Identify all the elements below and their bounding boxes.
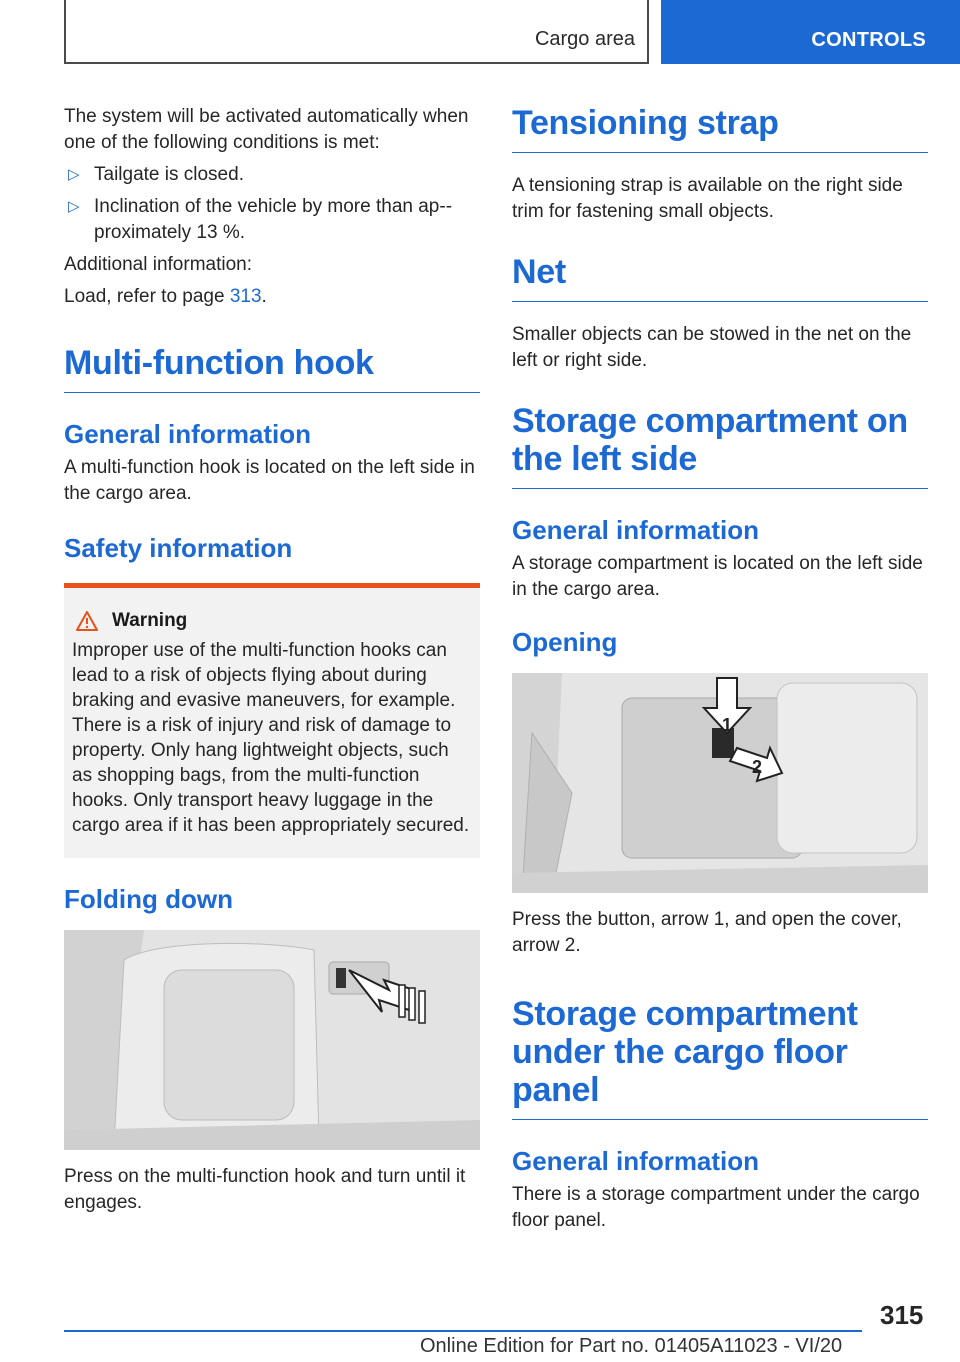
multi-function-hook-photo <box>64 930 480 1150</box>
footer-edition: Online Edition for Part no. 01405A11023 - VI/20 <box>420 1335 843 1357</box>
heading-general-information: General information <box>512 515 760 545</box>
header-tab-label: CONTROLS <box>811 29 926 51</box>
header-section-title: Cargo area <box>534 28 635 50</box>
heading-tensioning-strap: Tensioning strap <box>512 104 928 153</box>
header-tab-controls[interactable] <box>661 0 960 64</box>
page-link[interactable]: 313 <box>229 286 262 307</box>
general-info-text: A multi-function hook is located on the left side in the cargo area. <box>64 457 475 504</box>
heading-general-information: General information <box>64 419 312 449</box>
heading-storage-floor: Storage compartment under the cargo floor panel <box>512 995 928 1120</box>
heading-multi-function-hook: Multi-function hook <box>64 344 480 393</box>
opening-text: Press the button, arrow 1, and open the cover, arrow 2. <box>512 909 902 956</box>
footer-divider <box>64 1330 862 1332</box>
warning-box <box>64 583 480 858</box>
page-number: 315 <box>880 1300 924 1330</box>
storage-compartment-illustration <box>512 673 928 893</box>
heading-opening: Opening <box>512 627 618 657</box>
triangle-bullet-icon: ▷ <box>68 166 80 183</box>
list-item: ▷ Inclination of the vehicle by more than ap-proximately 13 %. <box>68 196 453 243</box>
load-reference: Load, refer to page 313. <box>64 286 267 307</box>
heading-net: Net <box>512 253 928 302</box>
arrow-label-1: 1 <box>722 715 733 735</box>
heading-storage-left: Storage compartment on the left side <box>512 402 928 489</box>
list-item: ▷ Tailgate is closed. <box>64 162 480 188</box>
storage-left-text: A storage compartment is located on the left side in the cargo area. <box>512 553 923 600</box>
warning-text: Improper use of the multi-function hooks can lead to a risk of objects flying about during braking and evasive maneuvers, for example. There is a risk of injury and risk of damage to property. Only hang lightweight objects, such as shopping bags, from the multi-function hooks. Only transport heavy luggage in the cargo area if it has been appropriately secured. <box>72 640 470 836</box>
additional-info-label: Additional information: <box>64 254 252 275</box>
cargo-area-illustration <box>64 930 480 1150</box>
right-column <box>512 104 928 1234</box>
heading-folding-down: Folding down <box>64 884 233 914</box>
intro-text: The system will be activated automatically when one of the following conditions is met: <box>64 106 469 153</box>
triangle-bullet-icon: ▷ <box>68 198 80 215</box>
header-section-box <box>64 0 649 64</box>
arrow-label-2: 2 <box>752 757 763 777</box>
conditions-list <box>64 162 480 246</box>
left-column <box>64 104 480 1216</box>
floor-text: There is a storage compartment under the cargo floor panel. <box>512 1184 920 1231</box>
folding-down-text: Press on the multi-function hook and turn until it engages. <box>64 1166 466 1213</box>
heading-safety-information: Safety information <box>64 533 293 563</box>
warning-triangle-icon <box>76 611 98 631</box>
storage-compartment-photo <box>512 673 928 893</box>
strap-text: A tensioning strap is available on the right side trim for fastening small objects. <box>512 175 903 222</box>
net-text: Smaller objects can be stowed in the net on the left or right side. <box>512 324 912 371</box>
heading-general-information-floor: General information <box>512 1146 760 1176</box>
warning-title: Warning <box>76 610 472 632</box>
